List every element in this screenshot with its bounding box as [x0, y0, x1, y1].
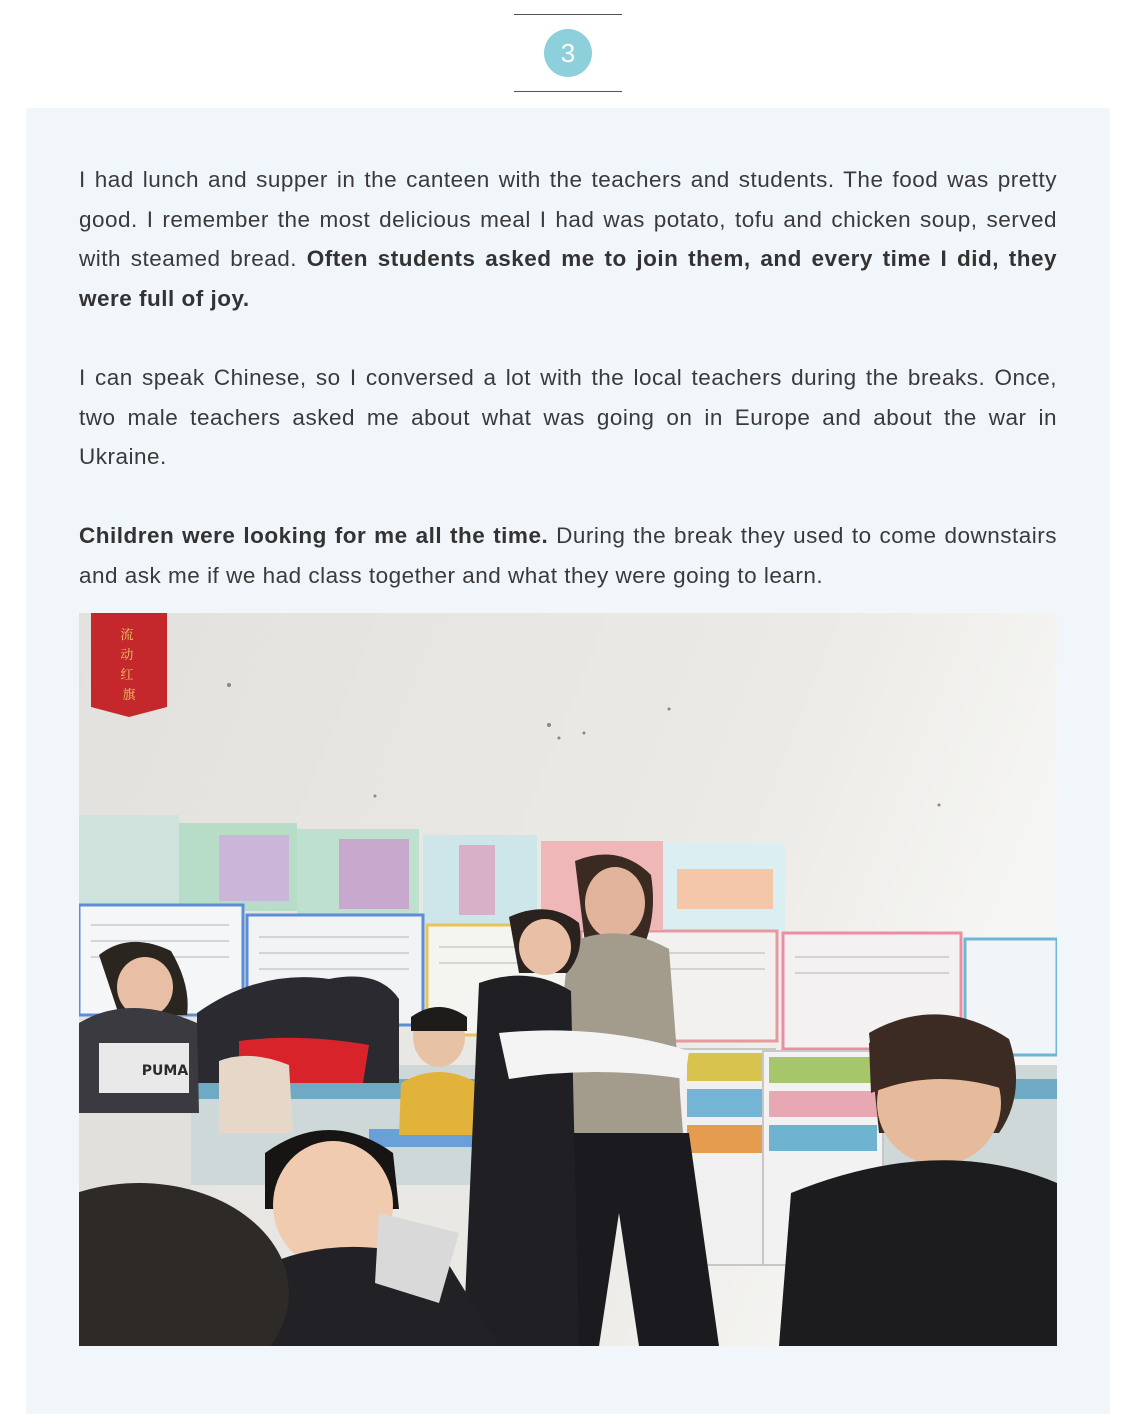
- paragraph-text: I had lunch and supper in the canteen with the teachers and students. The food was pretty good. I remember the most delicious meal I had was potato, tofu and chicken soup, served with steamed bread.: [79, 167, 1057, 272]
- content-panel: [26, 108, 1110, 1414]
- divider-top: [514, 14, 622, 15]
- paragraph-bold-text: Often students asked me to join them, and every time I did, they were full of joy.: [79, 246, 1057, 312]
- paragraph-3: [79, 516, 1057, 595]
- section-marker: [514, 14, 622, 92]
- paragraph-bold-text: Children were looking for me all the time.: [79, 522, 549, 548]
- classroom-photo-illustration: [79, 613, 1057, 1346]
- article-body: [79, 160, 1057, 595]
- paragraph-2: [79, 358, 1057, 477]
- shirt-text: PUMA: [141, 1063, 189, 1079]
- divider-bottom: [514, 91, 622, 92]
- red-banner: [91, 613, 167, 717]
- paragraph-text: I can speak Chinese, so I conversed a lot with the local teachers during the breaks. Once, two male teachers asked me about what was going on in Europe and about the war in Ukraine.: [79, 364, 1057, 470]
- classroom-photo: [79, 613, 1057, 1346]
- banner-text: 流 动 红 旗: [120, 628, 136, 703]
- paragraph-text: During the break they used to come downstairs and ask me if we had class together and what they were going to learn.: [79, 522, 1057, 588]
- paragraph-1: [79, 160, 1057, 319]
- section-number-badge: 3: [544, 29, 592, 77]
